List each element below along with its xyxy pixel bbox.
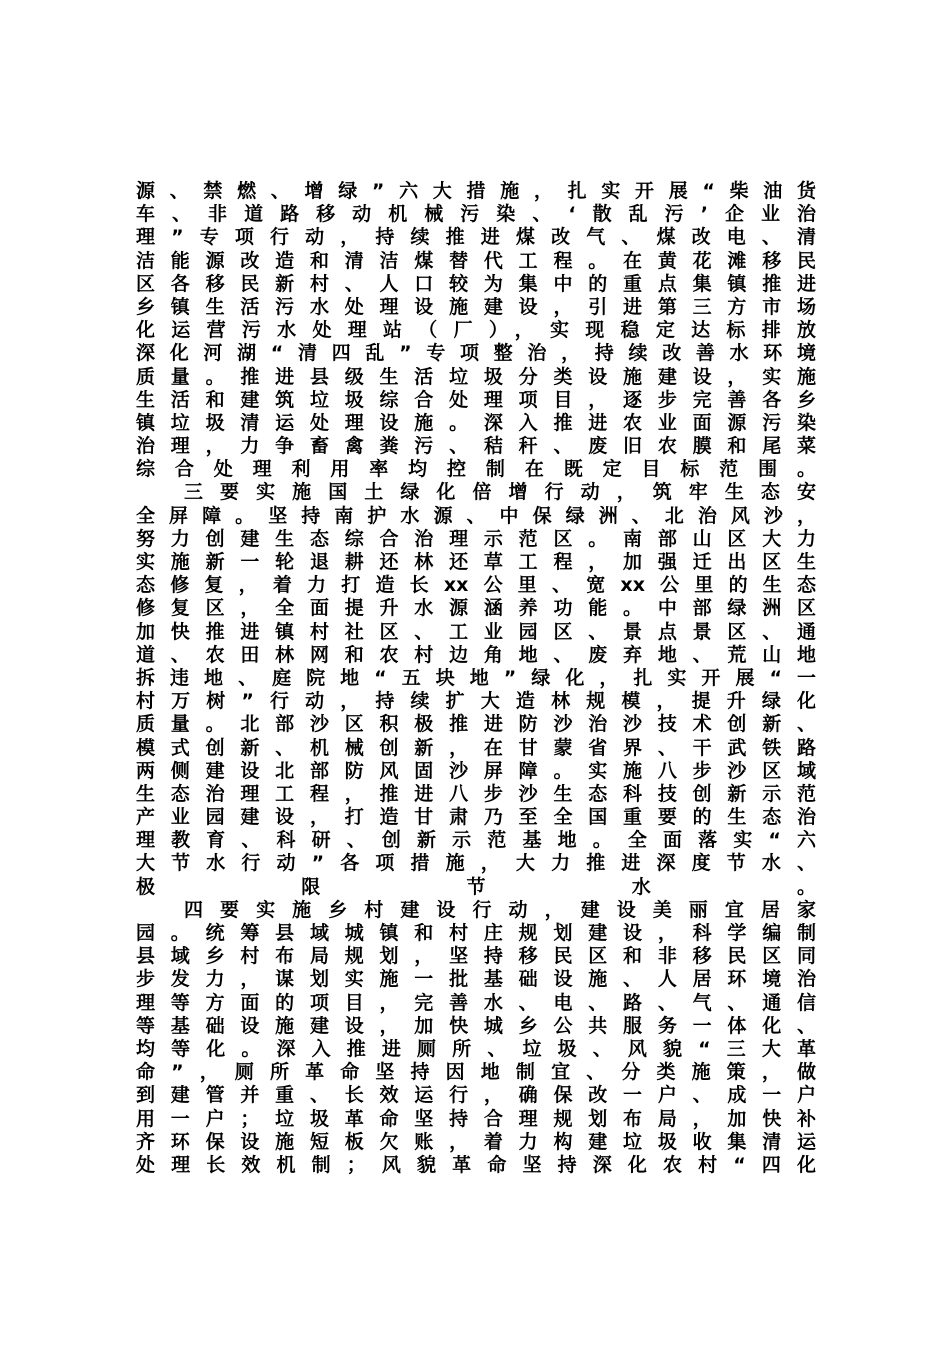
text-line: 态修复，着力打造长xx公里、宽xx公里的生态 — [136, 574, 816, 597]
text-line: 等基础设施建设，加快城乡公共服务一体化、 — [136, 1014, 816, 1037]
text-line: 质量。北部沙区积极推进防沙治沙技术创新、 — [136, 713, 816, 736]
text-line: 产业园建设，打造甘肃乃至全国重要的生态治 — [136, 806, 816, 829]
text-line: 园。统筹县域城镇和村庄规划建设，科学编制 — [136, 922, 816, 944]
text-line: 实施新一轮退耕还林还草工程，加强迁出区生 — [136, 551, 816, 573]
paragraph-first-line: 四要实施乡村建设行动，建设美丽宜居家 — [184, 898, 816, 921]
text-line: 理等方面的项目，完善水、电、路、气、通信 — [136, 991, 816, 1014]
text-line: 极限节水。 — [136, 875, 816, 898]
text-line: 洁能源改造和清洁煤替代工程。在黄花滩移民 — [136, 249, 816, 272]
text-line: 车、非道路移动机械污染、‘散乱污’企业治 — [136, 203, 816, 226]
body-text — [136, 180, 816, 1177]
text-line: 镇垃圾清运处理设施。深入推进农业面源污染 — [136, 411, 816, 434]
text-line: 齐环保设施短板欠账，着力构建垃圾收集清运 — [136, 1130, 816, 1153]
text-line: 全屏障。坚持南护水源、中保绿洲、北治风沙， — [136, 504, 816, 527]
text-line: 化运营污水处理站（厂），实现稳定达标排放 — [136, 319, 816, 342]
text-line: 拆违地、庭院地“五块地”绿化，扎实开展“一 — [136, 666, 816, 689]
text-line: 命”，厕所革命坚持因地制宜、分类施策，做 — [136, 1061, 816, 1084]
text-line: 生态治理工程，推进八步沙生态科技创新示范 — [136, 782, 816, 805]
text-line: 模式创新、机械创新，在甘蒙省界、干武铁路 — [136, 736, 816, 759]
text-line: 深化河湖“清四乱”专项整治，持续改善水环境 — [136, 342, 816, 365]
text-line: 大节水行动”各项措施，大力推进深度节水、 — [136, 852, 816, 875]
text-line: 县域乡村布局规划，坚持移民区和非移民区同 — [136, 945, 816, 968]
text-line: 到建管并重、长效运行，确保改一户、成一户 — [136, 1084, 816, 1107]
text-line: 治理，力争畜禽粪污、秸秆、废旧农膜和尾菜 — [136, 435, 816, 458]
text-line: 区各移民新村、人口较为集中的重点集镇推进 — [136, 272, 816, 295]
text-line: 乡镇生活污水处理设施建设，引进第三方市场 — [136, 295, 816, 318]
text-line: 质量。推进县级生活垃圾分类设施建设，实施 — [136, 365, 816, 388]
text-line: 用一户；垃圾革命坚持合理规划布局，加快补 — [136, 1107, 816, 1130]
text-line: 生活和建筑垃圾综合处理项目，逐步完善各乡 — [136, 388, 816, 411]
text-line: 均等化。深入推进厕所、垃圾、风貌“三大革 — [136, 1037, 816, 1060]
text-line: 修复区，全面提升水源涵养功能。中部绿洲区 — [136, 597, 816, 620]
paragraph-first-line: 三要实施国土绿化倍增行动，筑牢生态安 — [184, 481, 816, 504]
text-line: 源、禁燃、增绿”六大措施，扎实开展“柴油货 — [136, 180, 816, 202]
text-line: 步发力，谋划实施一批基础设施、人居环境治 — [136, 968, 816, 991]
text-line: 综合处理利用率均控制在既定目标范围。 — [136, 458, 816, 481]
text-line: 努力创建生态综合治理示范区。南部山区大力 — [136, 527, 816, 550]
text-line: 理教育、科研、创新示范基地。全面落实“六 — [136, 829, 816, 852]
text-line: 两侧建设北部防风固沙屏障。实施八步沙区域 — [136, 759, 816, 782]
text-line: 道、农田林网和农村边角地、废弃地、荒山地 — [136, 643, 816, 666]
text-line: 处理长效机制；风貌革命坚持深化农村“四化 — [136, 1153, 816, 1176]
text-line: 理”专项行动，持续推进煤改气、煤改电、清 — [136, 226, 816, 249]
text-line: 加快推进镇村社区、工业园区、景点景区、通 — [136, 620, 816, 643]
text-line: 村万树”行动，持续扩大造林规模，提升绿化 — [136, 690, 816, 713]
